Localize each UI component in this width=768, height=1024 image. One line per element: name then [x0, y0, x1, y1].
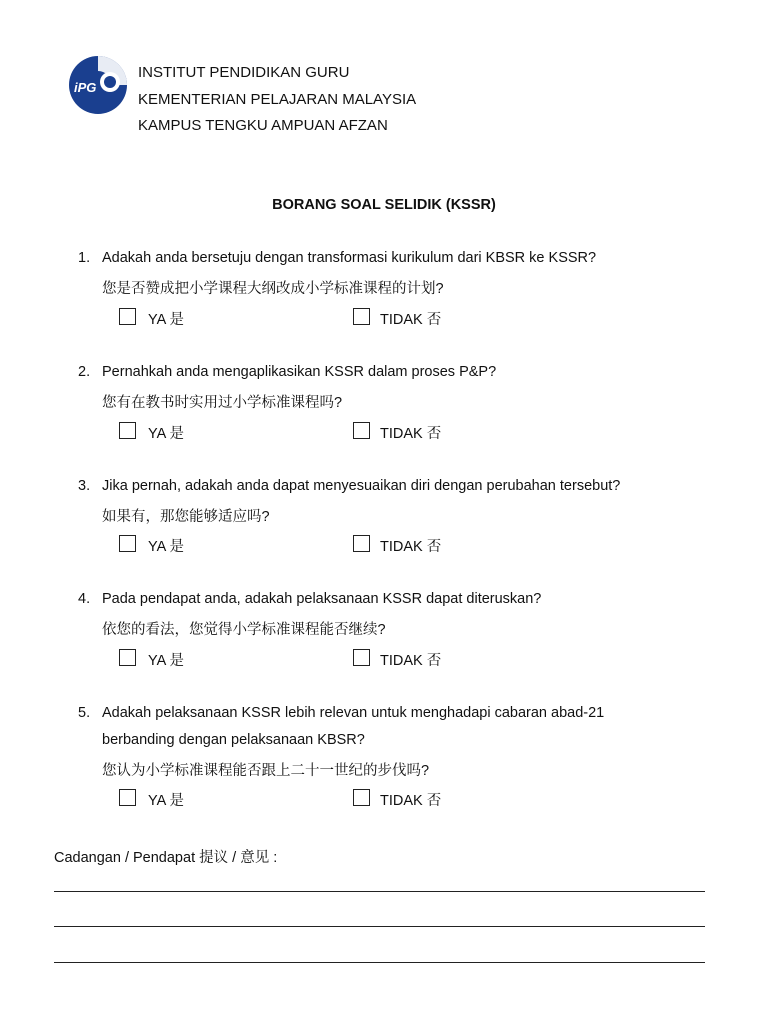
question-text-chinese: 您有在教书时实用过小学标准课程吗? — [102, 395, 343, 411]
yes-label: YA 是 — [148, 793, 184, 809]
no-label: TIDAK 否 — [380, 653, 442, 669]
question-text: Adakah pelaksanaan KSSR lebih relevan untuk menghadapi cabaran abad-21 — [102, 705, 605, 721]
yes-checkbox-q1[interactable] — [119, 308, 136, 325]
logo-text: iPG — [74, 80, 97, 95]
no-label: TIDAK 否 — [380, 426, 442, 442]
institution-line: INSTITUT PENDIDIKAN GURU — [138, 64, 350, 81]
no-checkbox-q3[interactable] — [353, 535, 370, 552]
question-number: 1. — [78, 250, 91, 266]
yes-checkbox-q3[interactable] — [119, 535, 136, 552]
yes-checkbox-q4[interactable] — [119, 649, 136, 666]
no-label: TIDAK 否 — [380, 312, 442, 328]
question-text-chinese: 您认为小学标准课程能否跟上二十一世纪的步伐吗? — [102, 763, 430, 779]
no-label: TIDAK 否 — [380, 793, 442, 809]
no-label: TIDAK 否 — [380, 539, 442, 555]
answer-line[interactable] — [54, 926, 705, 927]
no-checkbox-q1[interactable] — [353, 308, 370, 325]
institution-header — [138, 60, 416, 140]
question-number: 4. — [78, 591, 91, 607]
no-checkbox-q5[interactable] — [353, 789, 370, 806]
question-number: 5. — [78, 705, 91, 721]
question-text-chinese: 如果有，那您能够适应吗? — [102, 509, 270, 525]
institution-line: KAMPUS TENGKU AMPUAN AFZAN — [138, 117, 388, 134]
ipg-logo — [68, 52, 128, 118]
suggestion-label: Cadangan / Pendapat 提议 / 意见 : — [54, 850, 278, 866]
yes-checkbox-q2[interactable] — [119, 422, 136, 439]
yes-label: YA 是 — [148, 426, 184, 442]
institution-line: KEMENTERIAN PELAJARAN MALAYSIA — [138, 90, 417, 108]
question-text-chinese: 您是否赞成把小学课程大纲改成小学标准课程的计划? — [102, 281, 444, 297]
yes-label: YA 是 — [148, 539, 184, 555]
question-number: 2. — [78, 364, 91, 380]
question-text: Adakah anda bersetuju dengan transformasi kurikulum dari KBSR ke KSSR? — [102, 250, 597, 266]
question-text: Pada pendapat anda, adakah pelaksanaan KSSR dapat diteruskan? — [102, 591, 542, 607]
no-checkbox-q2[interactable] — [353, 422, 370, 439]
no-checkbox-q4[interactable] — [353, 649, 370, 666]
yes-checkbox-q5[interactable] — [119, 789, 136, 806]
question-number: 3. — [78, 478, 91, 494]
yes-label: YA 是 — [148, 312, 184, 328]
question-text: Jika pernah, adakah anda dapat menyesuaikan diri dengan perubahan tersebut? — [102, 478, 621, 494]
answer-line[interactable] — [54, 891, 705, 892]
answer-line[interactable] — [54, 962, 705, 963]
question-text-chinese: 依您的看法，您觉得小学标准课程能否继续? — [102, 622, 386, 638]
question-text: Pernahkah anda mengaplikasikan KSSR dalam proses P&P? — [102, 364, 497, 380]
question-text: berbanding dengan pelaksanaan KBSR? — [102, 732, 365, 748]
yes-label: YA 是 — [148, 653, 184, 669]
form-title: BORANG SOAL SELIDIK (KSSR) — [272, 197, 496, 213]
